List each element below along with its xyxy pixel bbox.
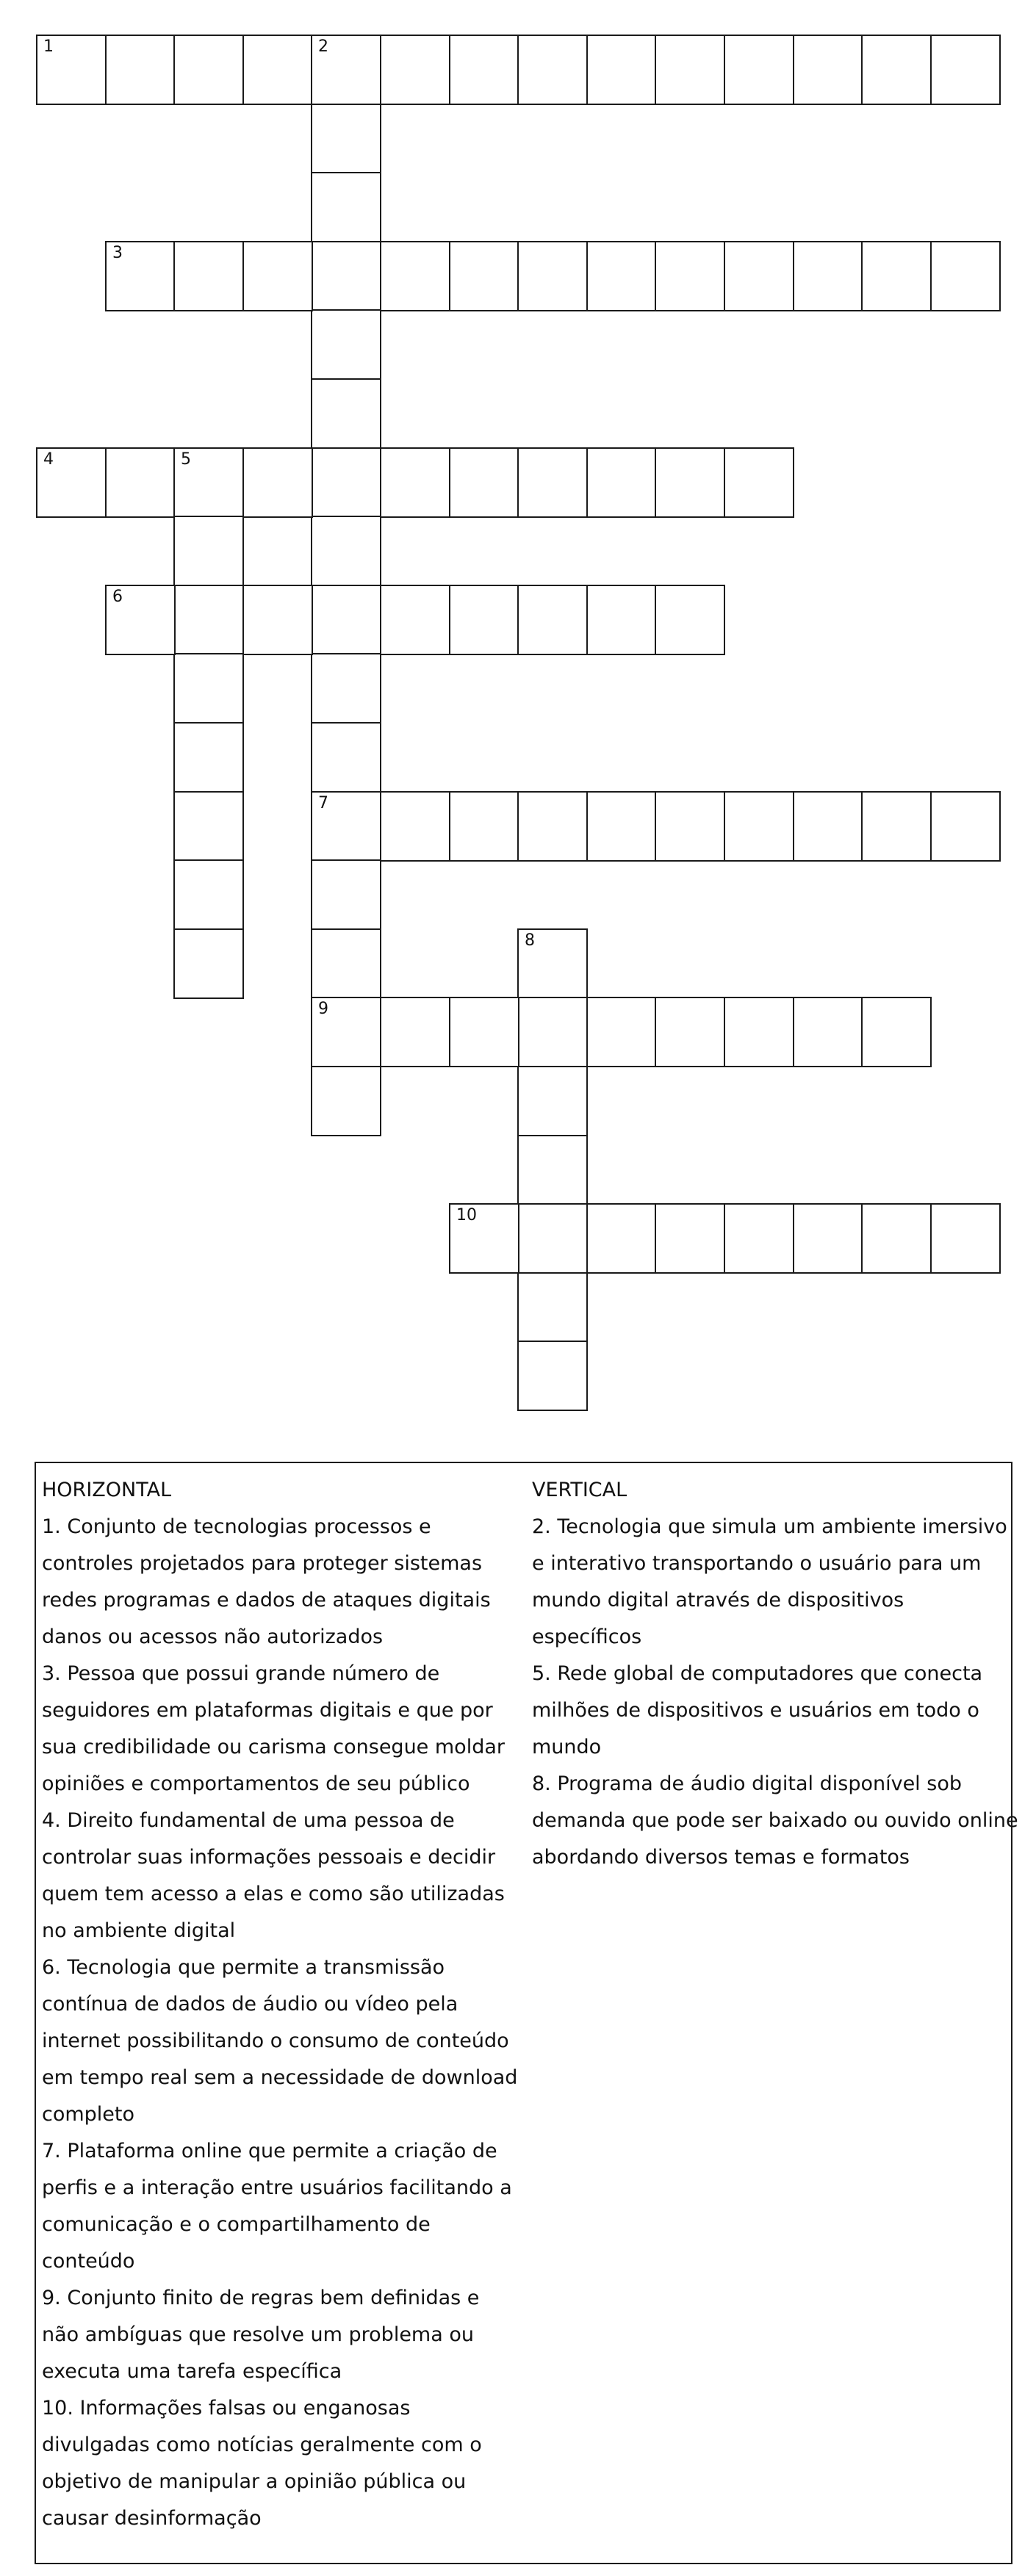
grid-cell[interactable]	[173, 241, 244, 311]
clue-line: seguidores em plataformas digitais e que por	[42, 1699, 493, 1722]
clue-number: 1	[43, 37, 54, 56]
grid-cell[interactable]	[861, 791, 932, 862]
grid-cell[interactable]	[311, 653, 381, 724]
grid-cell[interactable]	[173, 791, 244, 862]
grid-cell[interactable]	[655, 791, 725, 862]
grid-cell[interactable]	[655, 585, 725, 655]
grid-cell[interactable]	[105, 585, 176, 655]
grid-cell[interactable]	[793, 1203, 863, 1274]
grid-cell[interactable]	[655, 35, 725, 105]
horizontal-heading: HORIZONTAL	[42, 1479, 172, 1501]
grid-cell[interactable]	[724, 35, 794, 105]
grid-cell[interactable]	[517, 1066, 588, 1136]
grid-cell[interactable]	[655, 241, 725, 311]
clue-line: mundo	[532, 1736, 602, 1758]
grid-cell[interactable]	[173, 859, 244, 930]
clue-number: 7	[318, 794, 328, 812]
grid-cell[interactable]	[105, 447, 176, 518]
clue-number: 3	[112, 244, 123, 262]
clue-line: específicos	[532, 1626, 642, 1648]
clue-number: 4	[43, 450, 54, 469]
grid-cell[interactable]	[311, 585, 381, 655]
clue-line: 3. Pessoa que possui grande número de	[42, 1662, 440, 1685]
clue-number: 8	[525, 931, 535, 950]
grid-cell[interactable]	[517, 585, 588, 655]
grid-cell[interactable]	[586, 241, 657, 311]
clue-line: causar desinformação	[42, 2507, 262, 2530]
grid-cell[interactable]	[449, 447, 519, 518]
grid-cell[interactable]	[861, 997, 932, 1067]
vertical-clues	[532, 1472, 1018, 1876]
grid-cell[interactable]	[586, 997, 657, 1067]
clue-line: internet possibilitando o consumo de conteúdo	[42, 2030, 509, 2052]
clue-line: sua credibilidade ou carisma consegue moldar	[42, 1736, 505, 1758]
grid-cell[interactable]	[449, 791, 519, 862]
grid-cell[interactable]	[242, 585, 313, 655]
grid-cell[interactable]	[311, 1066, 381, 1136]
clue-line: comunicação e o compartilhamento de	[42, 2213, 431, 2236]
grid-cell[interactable]	[242, 241, 313, 311]
grid-cell[interactable]	[36, 447, 107, 518]
vertical-clue-list	[532, 1509, 1018, 1876]
grid-cell[interactable]	[586, 791, 657, 862]
grid-cell[interactable]	[311, 35, 381, 105]
clue-number: 6	[112, 588, 123, 606]
clue-line: e interativo transportando o usuário para um	[532, 1552, 982, 1575]
clue-line: contínua de dados de áudio ou vídeo pela	[42, 1993, 458, 2016]
grid-cell[interactable]	[173, 722, 244, 793]
grid-cell[interactable]	[586, 585, 657, 655]
grid-cell[interactable]	[173, 653, 244, 724]
clue-line: mundo digital através de dispositivos	[532, 1589, 904, 1612]
grid-cell[interactable]	[380, 241, 450, 311]
clue-line: demanda que pode ser baixado ou ouvido online	[532, 1809, 1018, 1832]
grid-cell[interactable]	[449, 585, 519, 655]
clue-number: 9	[318, 1000, 328, 1018]
grid-cell[interactable]	[311, 378, 381, 449]
grid-cell[interactable]	[173, 585, 244, 655]
grid-cell[interactable]	[930, 241, 1001, 311]
grid-cell[interactable]	[586, 1203, 657, 1274]
clue-line: em tempo real sem a necessidade de download	[42, 2066, 518, 2089]
grid-cell[interactable]	[861, 35, 932, 105]
grid-cell[interactable]	[173, 35, 244, 105]
grid-cell[interactable]	[380, 585, 450, 655]
clue-line: executa uma tarefa específica	[42, 2360, 342, 2383]
grid-cell[interactable]	[861, 241, 932, 311]
horizontal-clue-list	[42, 1509, 519, 2537]
grid-cell[interactable]	[242, 35, 313, 105]
clue-line: danos ou acessos não autorizados	[42, 1626, 384, 1648]
clue-line: quem tem acesso a elas e como são utilizadas	[42, 1883, 505, 1905]
clue-line: 7. Plataforma online que permite a criação de	[42, 2140, 497, 2162]
clue-line: abordando diversos temas e formatos	[532, 1846, 910, 1869]
grid-cell[interactable]	[449, 241, 519, 311]
grid-cell[interactable]	[242, 447, 313, 518]
grid-cell[interactable]	[449, 997, 519, 1067]
grid-cell[interactable]	[930, 35, 1001, 105]
clue-line: perfis e a interação entre usuários facilitando a	[42, 2176, 512, 2199]
clue-box	[35, 1462, 1018, 2564]
horizontal-clues	[42, 1472, 519, 2537]
grid-cell[interactable]	[586, 447, 657, 518]
grid-cell[interactable]	[311, 241, 381, 311]
grid-cell[interactable]	[311, 309, 381, 380]
grid-cell[interactable]	[449, 35, 519, 105]
grid-cell[interactable]	[311, 997, 381, 1067]
grid-cell[interactable]	[793, 241, 863, 311]
grid-cell[interactable]	[173, 447, 244, 518]
clue-line: divulgadas como notícias geralmente com o	[42, 2434, 482, 2456]
clue-line: não ambíguas que resolve um problema ou	[42, 2323, 474, 2346]
grid-cell[interactable]	[311, 447, 381, 518]
grid-cell[interactable]	[724, 791, 794, 862]
grid-cell[interactable]	[173, 516, 244, 586]
clue-line: completo	[42, 2103, 135, 2126]
clue-line: 8. Programa de áudio digital disponível sob	[532, 1772, 962, 1795]
grid-cell[interactable]	[793, 35, 863, 105]
grid-cell[interactable]	[586, 35, 657, 105]
grid-cell[interactable]	[517, 928, 588, 999]
grid-cell[interactable]	[173, 928, 244, 999]
grid-cell[interactable]	[517, 447, 588, 518]
clue-line: controles projetados para proteger sistemas	[42, 1552, 483, 1575]
clue-line: 2. Tecnologia que simula um ambiente imersivo	[532, 1515, 1007, 1538]
clue-line: 10. Informações falsas ou enganosas	[42, 2397, 411, 2420]
clue-line: conteúdo	[42, 2250, 135, 2273]
grid-cell[interactable]	[311, 722, 381, 793]
grid-cell[interactable]	[793, 791, 863, 862]
clue-line: redes programas e dados de ataques digitais	[42, 1589, 491, 1612]
grid-cell[interactable]	[311, 859, 381, 930]
grid-cell[interactable]	[517, 35, 588, 105]
grid-cell[interactable]	[655, 1203, 725, 1274]
clue-line: milhões de dispositivos e usuários em todo o	[532, 1699, 979, 1722]
grid-cell[interactable]	[793, 997, 863, 1067]
grid-cell[interactable]	[724, 997, 794, 1067]
grid-cell[interactable]	[517, 1203, 588, 1274]
clue-line: opiniões e comportamentos de seu público	[42, 1772, 470, 1795]
grid-cell[interactable]	[380, 997, 450, 1067]
grid-cell[interactable]	[517, 791, 588, 862]
grid-cell[interactable]	[517, 1135, 588, 1205]
grid-cell[interactable]	[105, 241, 176, 311]
grid-cell[interactable]	[517, 241, 588, 311]
clue-line: 4. Direito fundamental de uma pessoa de	[42, 1809, 455, 1832]
clue-number: 5	[181, 450, 191, 469]
grid-cell[interactable]	[449, 1203, 519, 1274]
grid-cell[interactable]	[861, 1203, 932, 1274]
grid-cell[interactable]	[930, 1203, 1001, 1274]
grid-cell[interactable]	[105, 35, 176, 105]
grid-cell[interactable]	[655, 447, 725, 518]
clue-number: 10	[456, 1206, 477, 1224]
grid-cell[interactable]	[311, 104, 381, 174]
grid-cell[interactable]	[724, 241, 794, 311]
clue-line: 5. Rede global de computadores que conecta	[532, 1662, 983, 1685]
grid-cell[interactable]	[36, 35, 107, 105]
grid-cell[interactable]	[380, 35, 450, 105]
grid-cell[interactable]	[724, 447, 794, 518]
grid-cell[interactable]	[655, 997, 725, 1067]
clue-line: controlar suas informações pessoais e decidir	[42, 1846, 496, 1869]
vertical-heading: VERTICAL	[532, 1479, 627, 1501]
clue-line: 6. Tecnologia que permite a transmissão	[42, 1956, 445, 1979]
grid-cell[interactable]	[517, 1341, 588, 1411]
grid-cell[interactable]	[311, 172, 381, 242]
grid-cell[interactable]	[380, 791, 450, 862]
clue-number: 2	[318, 37, 328, 56]
grid-cell[interactable]	[930, 791, 1001, 862]
grid-cell[interactable]	[380, 447, 450, 518]
grid-cell[interactable]	[311, 516, 381, 586]
clue-line: no ambiente digital	[42, 1919, 236, 1942]
clue-line: 9. Conjunto finito de regras bem definidas e	[42, 2287, 480, 2309]
grid-cell[interactable]	[517, 997, 588, 1067]
grid-cell[interactable]	[311, 791, 381, 862]
grid-cell[interactable]	[311, 928, 381, 999]
clue-line: objetivo de manipular a opinião pública ou	[42, 2470, 467, 2493]
grid-cell[interactable]	[517, 1272, 588, 1343]
clue-line: 1. Conjunto de tecnologias processos e	[42, 1515, 431, 1538]
grid-cell[interactable]	[724, 1203, 794, 1274]
